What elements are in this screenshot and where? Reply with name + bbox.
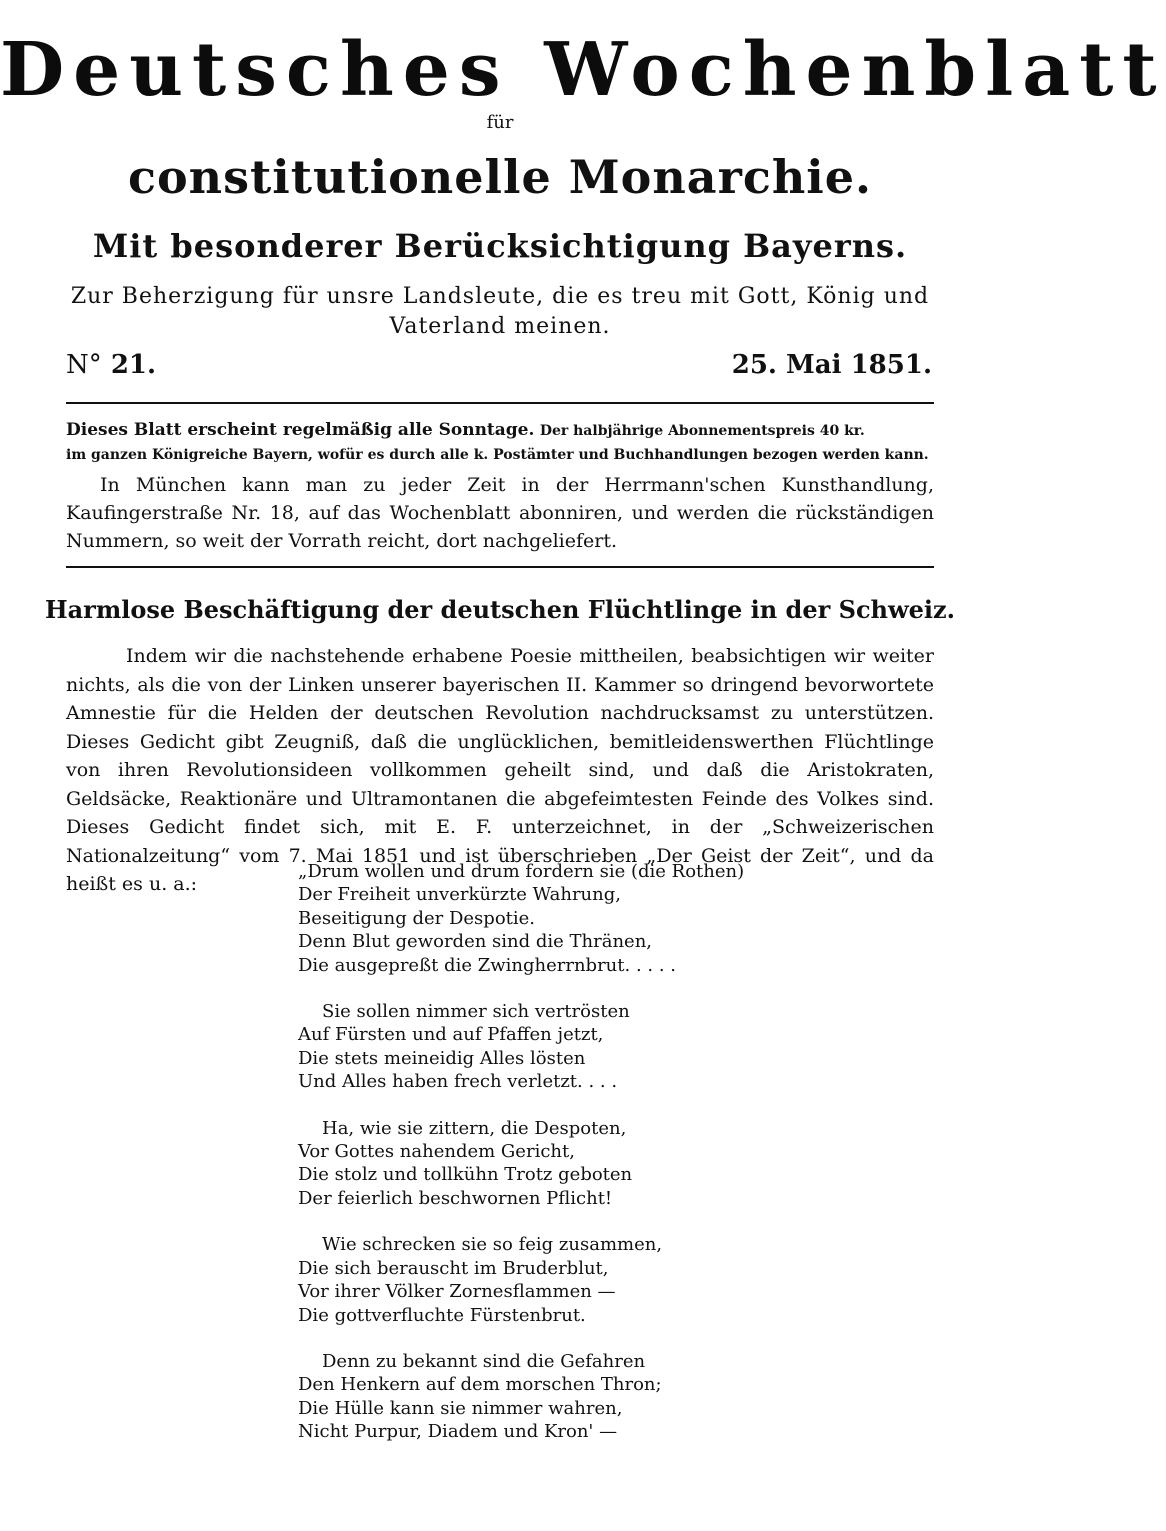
subscription-notice	[66, 418, 934, 555]
notice-line-1	[66, 418, 934, 443]
poem-verse: Vor Gottes nahendem Gericht,	[298, 1141, 575, 1163]
issue-date: 25. Mai 1851.	[731, 350, 932, 380]
notice-munich: In München kann man zu jeder Zeit in der Herrmann'schen Kunsthandlung, Kaufingerstraße Nr. 18, auf das Wochenblatt abonniren, und werden die rückständigen Nummern, so weit der Vorrath reicht, dort nachgeliefert.	[66, 474, 934, 552]
notice-line-2: im ganzen Königreiche Bayern, wofür es durch alle k. Postämter und Buchhandlungen bezogen werden kann.	[66, 447, 929, 463]
issue-number-value: 21.	[110, 350, 157, 380]
poem-verse: Die stolz und tollkühn Trotz geboten	[298, 1164, 633, 1186]
article-title: Harmlose Beschäftigung der deutschen Flüchtlinge in der Schweiz.	[44, 595, 956, 624]
poem-verse: Die ausgepreßt die Zwingherrnbrut. . . . .	[298, 954, 676, 976]
masthead-subtitle-bavaria: Mit besonderer Berücksichtigung Bayerns.	[92, 227, 908, 265]
masthead-motto: Zur Beherzigung für unsre Landsleute, die es treu mit Gott, König und Vaterland meinen.	[70, 284, 930, 339]
poem-verse: Denn Blut geworden sind die Thränen,	[298, 931, 653, 953]
poem-stanza	[298, 1350, 798, 1444]
poem-stanza	[298, 1117, 798, 1211]
poem-verse: Vor ihrer Völker Zornesflammen —	[298, 1281, 616, 1303]
notice-price: Der halbjährige Abonnementspreis 40 kr.	[539, 423, 865, 439]
divider-top	[66, 402, 934, 404]
poem	[298, 860, 798, 1467]
poem-stanza	[298, 1000, 798, 1094]
issue-number	[66, 348, 156, 382]
poem-verse: Die sich berauscht im Bruderblut,	[298, 1257, 609, 1279]
poem-stanza	[298, 1233, 798, 1327]
poem-verse: Der feierlich beschwornen Pflicht!	[298, 1187, 613, 1209]
poem-verse: Und Alles haben frech verletzt. . . .	[298, 1071, 618, 1093]
masthead-fuer: für	[486, 112, 514, 133]
issue-label: N°	[66, 350, 102, 380]
divider-bottom	[66, 566, 934, 568]
masthead-title: Deutsches Wochenblatt	[0, 27, 1166, 113]
poem-verse: Den Henkern auf dem morschen Thron;	[298, 1374, 662, 1396]
poem-verse: Der Freiheit unverkürzte Wahrung,	[298, 884, 621, 906]
poem-verse: Sie sollen nimmer sich vertrösten	[322, 1001, 630, 1023]
poem-verse: Die stets meineidig Alles lösten	[298, 1047, 586, 1069]
masthead-subtitle: constitutionelle Monarchie.	[127, 150, 873, 204]
poem-verse: Auf Fürsten und auf Pfaffen jetzt,	[298, 1024, 604, 1046]
poem-verse: Denn zu bekannt sind die Gefahren	[322, 1350, 646, 1372]
poem-verse: Ha, wie sie zittern, die Despoten,	[322, 1117, 627, 1139]
notice-schedule: Dieses Blatt erscheint regelmäßig alle Sonntage.	[66, 420, 535, 440]
poem-verse: Beseitigung der Despotie.	[298, 907, 536, 929]
article-intro: Indem wir die nachstehende erhabene Poesie mittheilen, beabsichtigen wir weiter nichts, als die von der Linken unserer bayerischen II. Kammer so dringend bevorwortete Amnestie für die Helden der deutschen Revolution nachdrucksamst zu unterstützen. Dieses Gedicht gibt Zeugniß, daß die unglücklichen, bemitleidenswerthen Flüchtlinge von ihren Revolutionsideen vollkommen geheilt sind, und daß die Aristokraten, Geldsäcke, Reaktionäre und Ultramontanen die abgefeimtesten Feinde des Volkes sind. Dieses Gedicht findet sich, mit E. F. unterzeichnet, in der „Schweizerischen Nationalzeitung“ vom 7. Mai 1851 und ist überschrieben „Der Geist der Zeit“, und da heißt es u. a.:	[66, 645, 934, 895]
poem-stanza	[298, 860, 798, 977]
poem-verse: Nicht Purpur, Diadem und Kron' —	[298, 1421, 618, 1443]
poem-verse: Die gottverfluchte Fürstenbrut.	[298, 1304, 586, 1326]
poem-verse: Wie schrecken sie so feig zusammen,	[322, 1234, 663, 1256]
poem-verse: „Drum wollen und drum fordern sie (die Rothen)	[298, 861, 745, 882]
poem-verse: Die Hülle kann sie nimmer wahren,	[298, 1397, 623, 1419]
